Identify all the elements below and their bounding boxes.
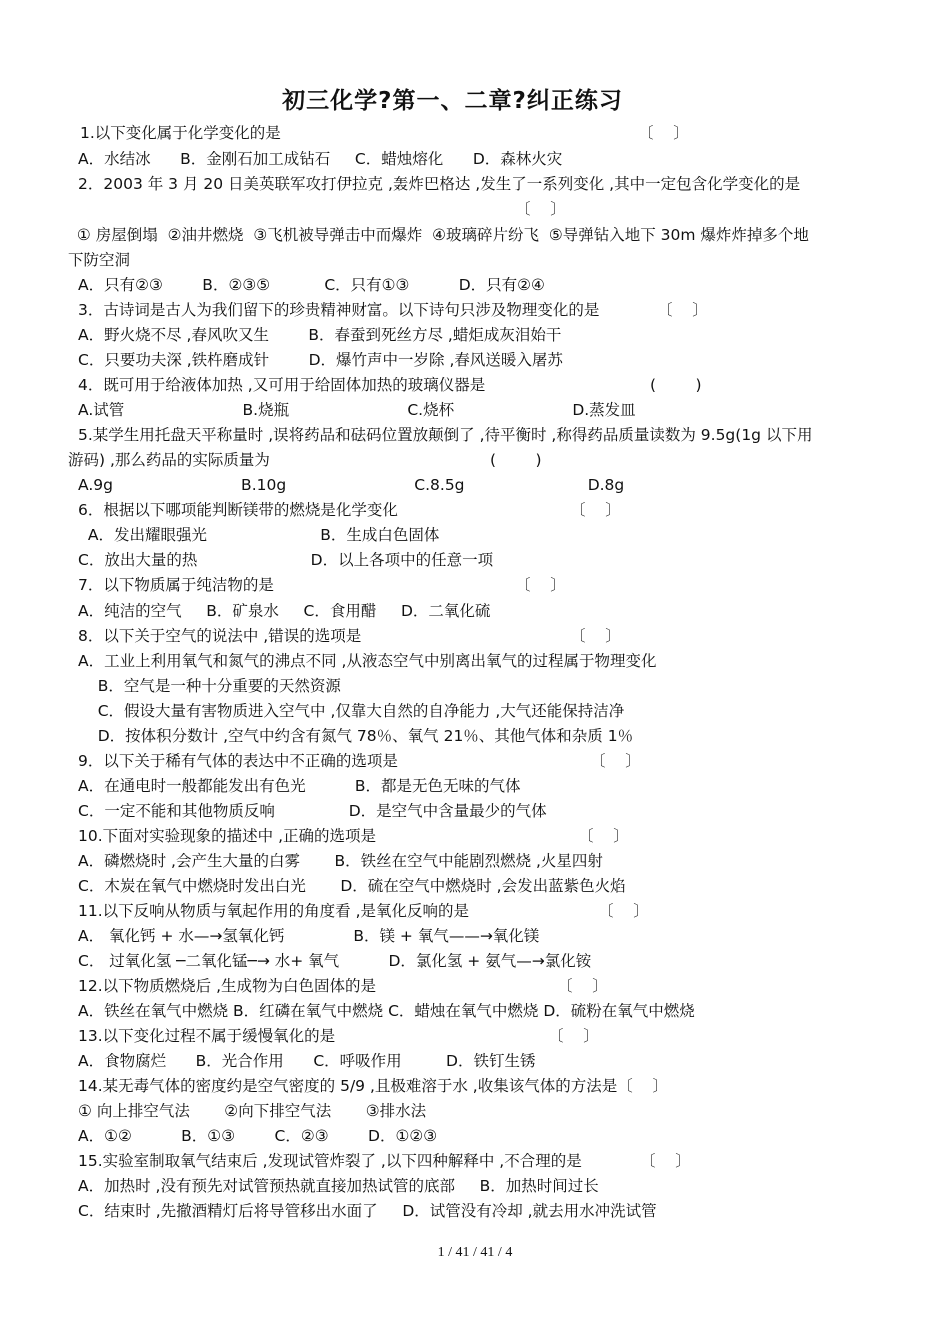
answer-bracket: 〔 〕: [570, 501, 621, 519]
answer-bracket: 〔 〕: [557, 977, 608, 995]
question-line: 15.实验室制取氧气结束后 ,发现试管炸裂了 ,以下四种解释中 ,不合理的是: [78, 1152, 582, 1170]
question-line: A．发出耀眼强光 B．生成白色固体: [78, 526, 440, 544]
question-line: C． 过氧化氢 ─二氧化锰─→ 水+ 氧气 D．氯化氢 + 氨气—→氯化铵: [78, 952, 592, 970]
question-line: 2．2003 年 3 月 20 日美英联军攻打伊拉克 ,轰炸巴格达 ,发生了一系列变化 ,其中一定包含化学变化的是: [78, 175, 801, 193]
answer-bracket: 〔 〕: [570, 627, 621, 645]
question-line: 6．根据以下哪项能判断镁带的燃烧是化学变化: [78, 501, 398, 519]
question-line: C．只要功夫深 ,铁杵磨成针 D．爆竹声中一岁除 ,春风送暖入屠苏: [78, 351, 563, 369]
question-line: 3．古诗词是古人为我们留下的珍贵精神财富。以下诗句只涉及物理变化的是: [78, 301, 600, 319]
question-line: A．①② B．①③ C．②③ D．①②③: [78, 1127, 438, 1145]
answer-bracket: 〔 〕: [548, 1027, 599, 1045]
question-line: 9．以下关于稀有气体的表达中不正确的选项是: [78, 752, 398, 770]
question-line: 5.某学生用托盘天平称量时 ,误将药品和砝码位置放颠倒了 ,待平衡时 ,称得药品质量读数为 9.5g(1g 以下用: [78, 426, 813, 444]
question-line: C．放出大量的热 D．以上各项中的任意一项: [78, 551, 494, 569]
question-line: 游码) ,那么药品的实际质量为: [68, 451, 270, 469]
question-line: 11.以下反响从物质与氧起作用的角度看 ,是氧化反响的是: [78, 902, 470, 920]
question-line: A．只有②③ B．②③⑤ C．只有①③ D．只有②④: [78, 276, 545, 294]
question-line: A． 氧化钙 + 水—→氢氧化钙 B．镁 + 氧气——→氧化镁: [78, 927, 540, 945]
question-line: C．结束时 ,先撤酒精灯后将导管移出水面了 D．试管没有冷却 ,就去用水冲洗试管: [78, 1202, 657, 1220]
answer-bracket: 〔 〕: [598, 902, 649, 920]
question-line: 8．以下关于空气的说法中 ,错误的选项是: [78, 627, 362, 645]
question-line: 7．以下物质属于纯洁物的是: [78, 576, 274, 594]
answer-bracket: ( ): [490, 451, 542, 469]
answer-bracket: 〔 〕: [640, 1152, 691, 1170]
question-line: 1.以下变化属于化学变化的是: [80, 124, 281, 142]
question-line: A.试管 B.烧瓶 C.烧杯 D.蒸发皿: [78, 401, 636, 419]
answer-bracket: 〔 〕: [578, 827, 629, 845]
question-line: A．磷燃烧时 ,会产生大量的白雾 B．铁丝在空气中能剧烈燃烧 ,火星四射: [78, 852, 603, 870]
question-line: A．野火烧不尽 ,春风吹又生 B．春蚕到死丝方尽 ,蜡炬成灰泪始干: [78, 326, 562, 344]
page-footer: 1 / 41 / 41 / 4: [437, 1245, 513, 1260]
question-line: ① 向上排空气法 ②向下排空气法 ③排水法: [78, 1102, 427, 1120]
question-line: A．工业上利用氧气和氮气的沸点不同 ,从液态空气中别离出氧气的过程属于物理变化: [78, 652, 657, 670]
answer-bracket: 〔 〕: [590, 752, 641, 770]
question-line: 10.下面对实验现象的描述中 ,正确的选项是: [78, 827, 377, 845]
question-line: A.9g B.10g C.8.5g D.8g: [78, 476, 625, 494]
answer-bracket: 〔 〕: [638, 124, 689, 142]
question-line: A．食物腐烂 B．光合作用 C．呼吸作用 D．铁钉生锈: [78, 1052, 536, 1070]
question-line: C．木炭在氧气中燃烧时发出白光 D．硫在空气中燃烧时 ,会发出蓝紫色火焰: [78, 877, 626, 895]
question-line: A．铁丝在氧气中燃烧 B．红磷在氧气中燃烧 C．蜡烛在氧气中燃烧 D．硫粉在氧气中燃烧: [78, 1002, 695, 1020]
question-line: A．加热时 ,没有预先对试管预热就直接加热试管的底部 B．加热时间过长: [78, 1177, 599, 1195]
question-line: A．水结冰 B．金刚石加工成钻石 C．蜡烛熔化 D．森林火灾: [78, 150, 563, 168]
question-line: 下防空洞: [68, 251, 131, 269]
answer-bracket: 〔 〕: [515, 576, 566, 594]
question-line: 14.某无毒气体的密度约是空气密度的 5/9 ,且极难溶于水 ,收集该气体的方法是〔 〕: [78, 1077, 668, 1095]
question-line: A．纯洁的空气 B．矿泉水 C．食用醋 D．二氧化硫: [78, 602, 491, 620]
page-title: 初三化学?第一、二章?纠正练习: [282, 88, 623, 114]
answer-bracket: ( ): [650, 376, 702, 394]
question-line: C．一定不能和其他物质反响 D．是空气中含量最少的气体: [78, 802, 547, 820]
question-line: A．在通电时一般都能发出有色光 B．都是无色无味的气体: [78, 777, 521, 795]
question-line: ① 房屋倒塌 ②油井燃烧 ③飞机被导弹击中而爆炸 ④玻璃碎片纷飞 ⑤导弹钻入地下 30m 爆炸炸掉多个地: [72, 226, 809, 244]
question-line: D．按体积分数计 ,空气中约含有氮气 78％、氧气 21％、其他气体和杂质 1％: [78, 727, 634, 745]
answer-bracket: 〔 〕: [657, 301, 708, 319]
question-line: 12.以下物质燃烧后 ,生成物为白色固体的是: [78, 977, 377, 995]
question-line: C．假设大量有害物质进入空气中 ,仅靠大自然的自净能力 ,大气还能保持洁净: [78, 702, 625, 720]
question-line: 13.以下变化过程不属于缓慢氧化的是: [78, 1027, 336, 1045]
question-line: B．空气是一种十分重要的天然资源: [78, 677, 341, 695]
question-line: 4．既可用于给液体加热 ,又可用于给固体加热的玻璃仪器是: [78, 376, 486, 394]
answer-bracket: 〔 〕: [515, 200, 566, 218]
